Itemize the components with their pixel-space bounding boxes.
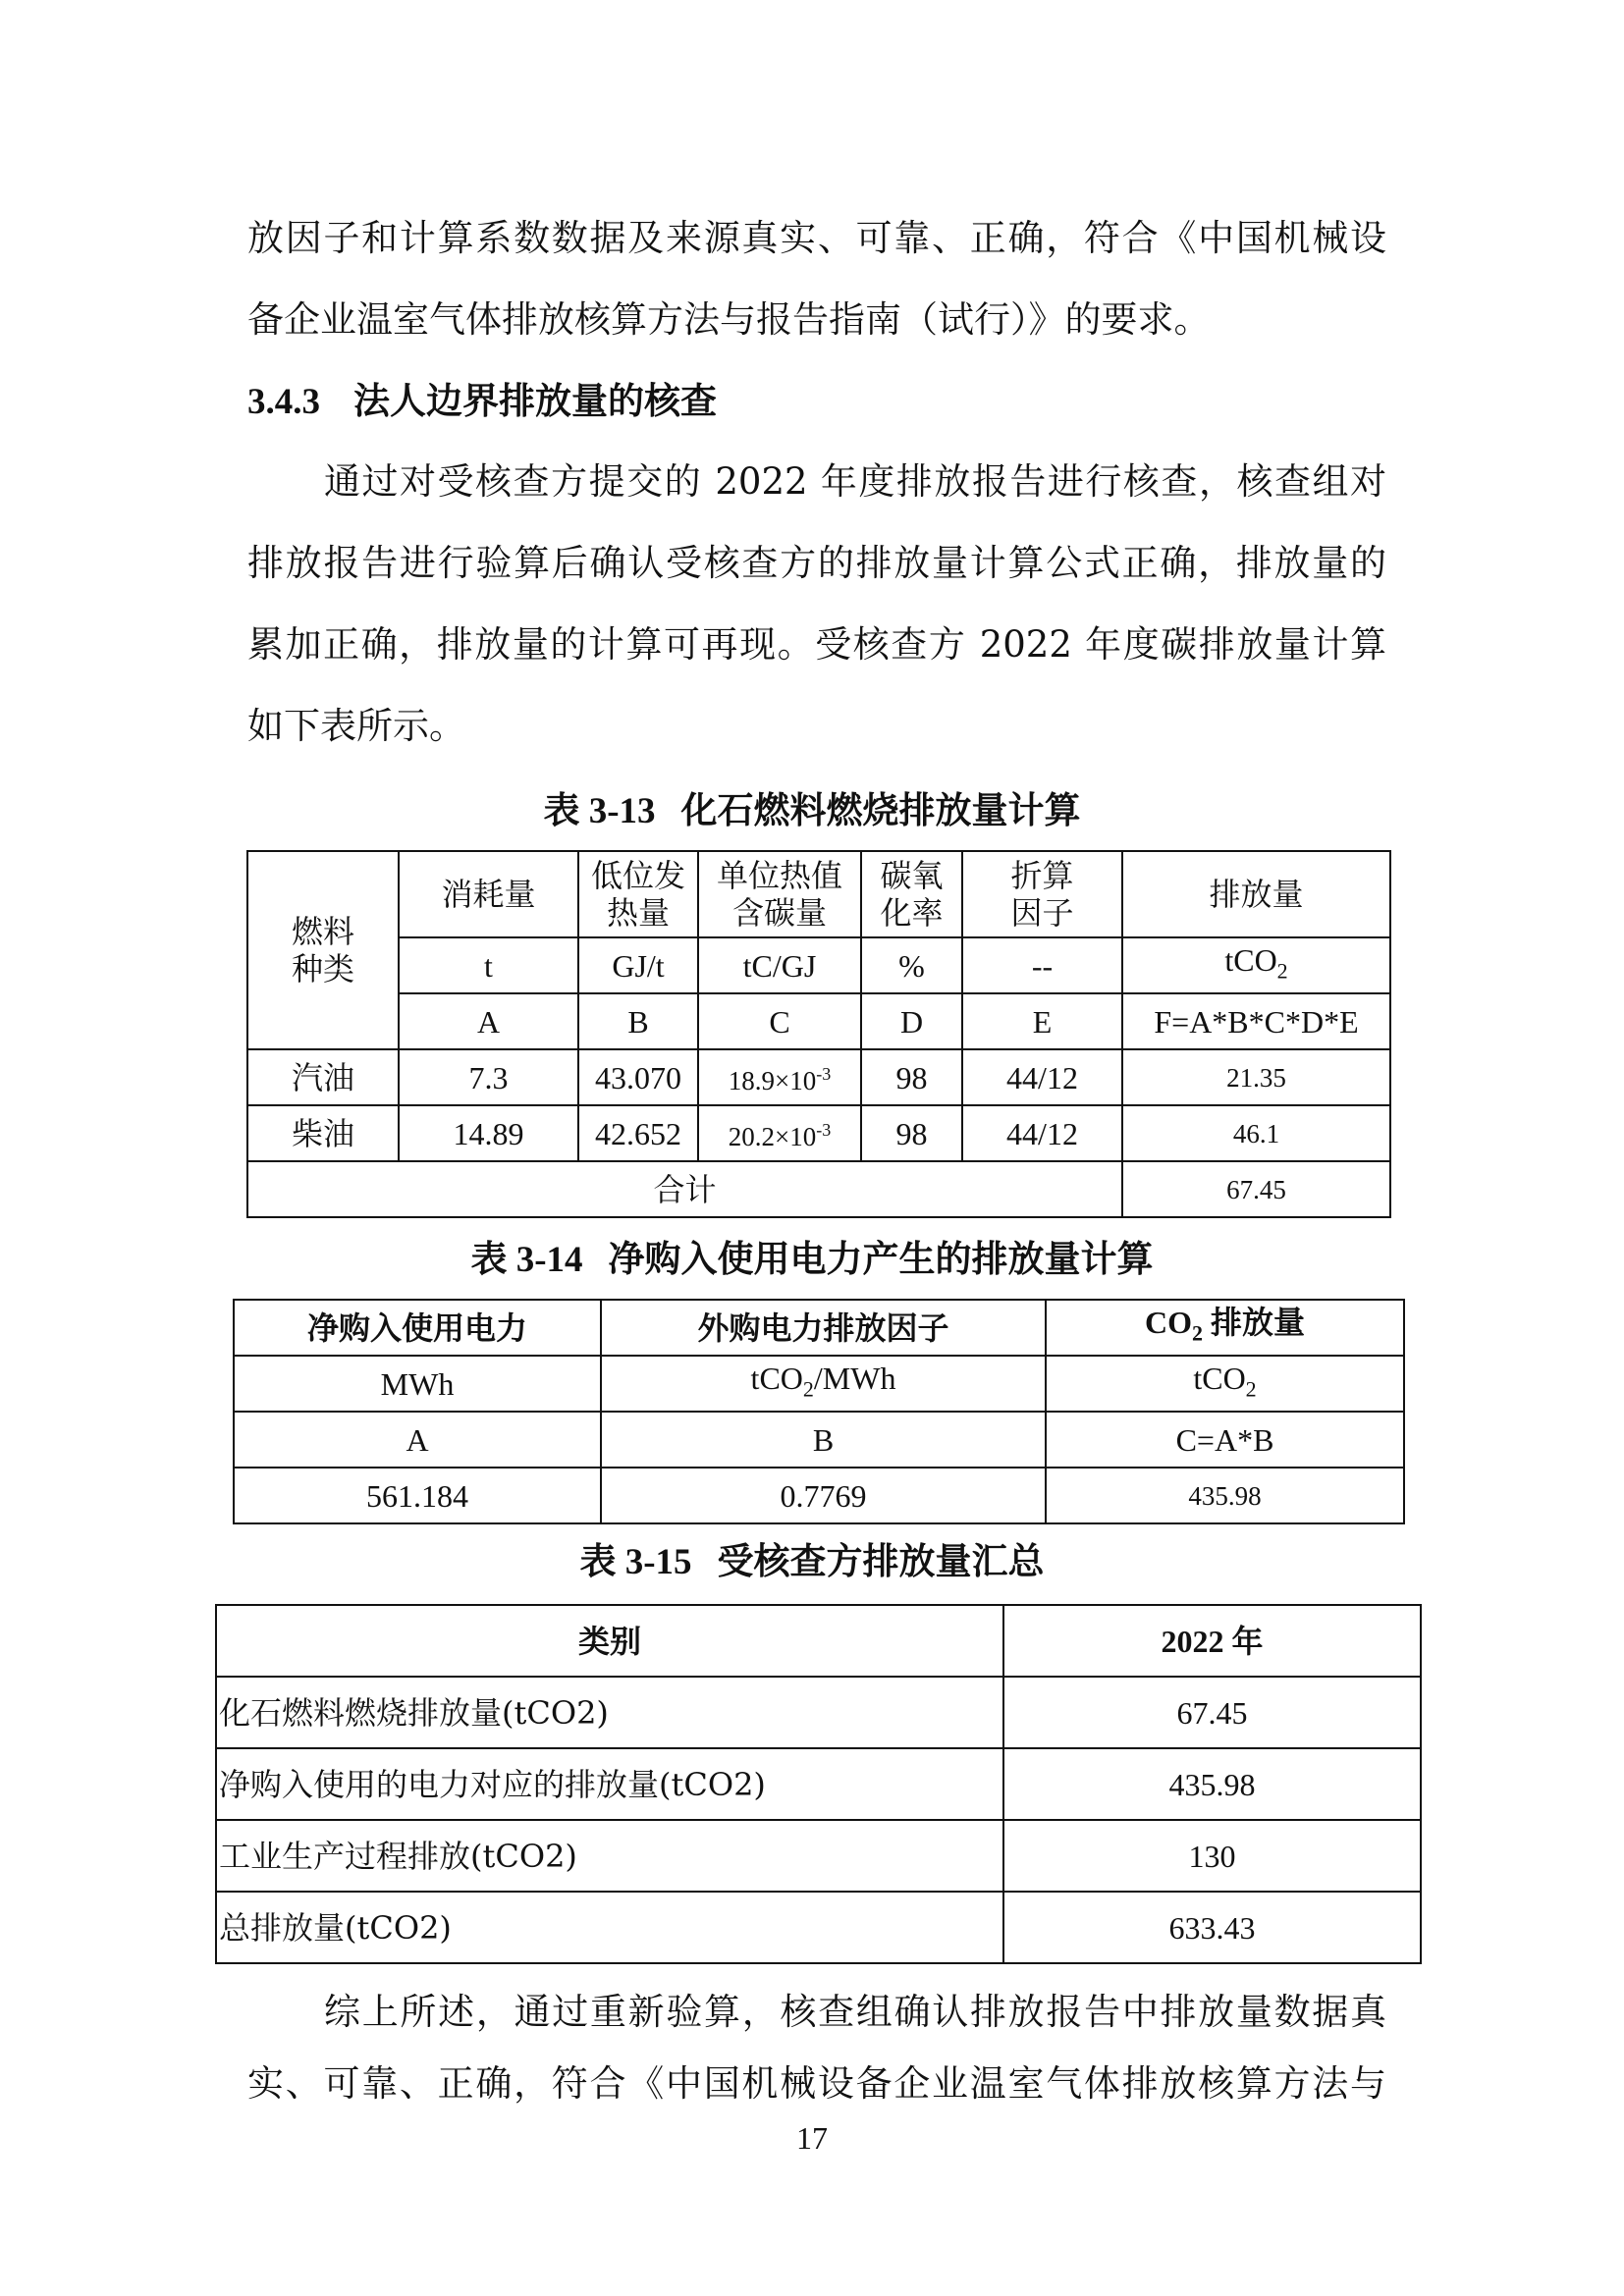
code-a: A [234, 1412, 601, 1468]
factor-value: 44/12 [962, 1105, 1122, 1161]
oxidation-value: 98 [861, 1105, 962, 1161]
oxidation-value: 98 [861, 1049, 962, 1105]
net-power-value: 561.184 [234, 1468, 601, 1523]
table13-caption-title: 化石燃料燃烧排放量计算 [680, 788, 1081, 831]
fuel-name: 柴油 [247, 1105, 399, 1161]
conclusion-line-1: 综上所述，通过重新验算，核查组确认排放报告中排放量数据真 [324, 1991, 1386, 2033]
fossil-fuel-emission-table [246, 850, 1391, 1218]
unit-ncv: GJ/t [578, 937, 698, 993]
header-power-factor: 外购电力排放因子 [601, 1300, 1046, 1356]
para-line-2: 排放报告进行验算后确认受核查方的排放量计算公式正确，排放量的 [247, 542, 1386, 584]
code-b: B [601, 1412, 1046, 1468]
para-line-4: 如下表所示。 [247, 705, 465, 747]
header-year: 2022 年 [1003, 1605, 1421, 1677]
category-value: 435.98 [1003, 1748, 1421, 1820]
consumption-value: 14.89 [399, 1105, 578, 1161]
total-label: 合计 [247, 1161, 1122, 1217]
para-line-3: 累加正确，排放量的计算可再现。受核查方 2022 年度碳排放量计算 [247, 623, 1386, 666]
table13-caption [0, 785, 1624, 836]
section-title: 法人边界排放量的核查 [353, 379, 717, 422]
table15-caption-number: 表 3-15 [579, 1542, 692, 1582]
table15-caption [0, 1536, 1624, 1587]
table-row [216, 1677, 1421, 1748]
code-a: A [399, 993, 578, 1049]
code-d: D [861, 993, 962, 1049]
unit-carbon-content: tC/GJ [698, 937, 861, 993]
header-co2-emission: $CO_2$ 排放量 [1046, 1300, 1404, 1356]
unit-consumption: t [399, 937, 578, 993]
emission-summary-table [215, 1604, 1422, 1964]
section-heading [247, 376, 717, 427]
header-category: 类别 [216, 1605, 1003, 1677]
unit-conversion-factor: -- [962, 937, 1122, 993]
table-row [216, 1748, 1421, 1820]
category-label: 化石燃料燃烧排放量(tCO2) [216, 1677, 1003, 1748]
carbon-content-value: $20.2\times 10^{-3}$ [698, 1105, 861, 1161]
unit-emission: tCO$_2$ [1122, 937, 1390, 993]
power-factor-value: 0.7769 [601, 1468, 1046, 1523]
table14-caption-title: 净购入使用电力产生的排放量计算 [608, 1237, 1154, 1280]
co2-emission-value: 435.98 [1046, 1468, 1404, 1523]
code-e: E [962, 993, 1122, 1049]
header-emission: 排放量 [1122, 851, 1390, 937]
table-row [216, 1820, 1421, 1892]
electricity-emission-table [233, 1299, 1405, 1524]
total-value: 67.45 [1122, 1161, 1390, 1217]
category-label: 净购入使用的电力对应的排放量(tCO2) [216, 1748, 1003, 1820]
factor-value: 44/12 [962, 1049, 1122, 1105]
table14-caption [0, 1234, 1624, 1285]
header-conversion-factor: 折算因子 [962, 851, 1122, 937]
code-b: B [578, 993, 698, 1049]
category-value: 130 [1003, 1820, 1421, 1892]
header-consumption: 消耗量 [399, 851, 578, 937]
header-ncv: 低位发热量 [578, 851, 698, 937]
page-number: 17 [796, 2120, 828, 2156]
header-carbon-content: 单位热值含碳量 [698, 851, 861, 937]
code-f-formula: F=A*B*C*D*E [1122, 993, 1390, 1049]
ncv-value: 42.652 [578, 1105, 698, 1161]
para-line-1: 通过对受核查方提交的 2022 年度排放报告进行核查，核查组对 [324, 460, 1386, 503]
emission-value: 46.1 [1122, 1105, 1390, 1161]
section-number: 3.4.3 [247, 382, 320, 422]
fuel-name: 汽油 [247, 1049, 399, 1105]
intro-line-1: 放因子和计算系数数据及来源真实、可靠、正确，符合《中国机械设 [247, 217, 1386, 259]
table13-caption-number: 表 3-13 [543, 791, 656, 831]
table14-caption-number: 表 3-14 [470, 1240, 583, 1280]
code-c: C [698, 993, 861, 1049]
table-row [234, 1468, 1404, 1523]
fuel-type-header: 燃料种类 [247, 851, 399, 1049]
unit-power: MWh [234, 1356, 601, 1412]
table-row-total [247, 1161, 1390, 1217]
conclusion-line-2: 实、可靠、正确，符合《中国机械设备企业温室气体排放核算方法与 [247, 2062, 1386, 2105]
category-value: 633.43 [1003, 1892, 1421, 1963]
unit-oxidation-rate: % [861, 937, 962, 993]
header-oxidation-rate: 碳氧化率 [861, 851, 962, 937]
category-label: 工业生产过程排放(tCO2) [216, 1820, 1003, 1892]
table15-caption-title: 受核查方排放量汇总 [717, 1539, 1045, 1582]
unit-emission: tCO$_2$ [1046, 1356, 1404, 1412]
ncv-value: 43.070 [578, 1049, 698, 1105]
category-label: 总排放量(tCO2) [216, 1892, 1003, 1963]
code-c-formula: C=A*B [1046, 1412, 1404, 1468]
unit-factor: tCO$_2$/MWh [601, 1356, 1046, 1412]
carbon-content-value: $18.9\times 10^{-3}$ [698, 1049, 861, 1105]
consumption-value: 7.3 [399, 1049, 578, 1105]
emission-value: 21.35 [1122, 1049, 1390, 1105]
intro-line-2: 备企业温室气体排放核算方法与报告指南（试行）》的要求。 [247, 298, 1211, 341]
table-row [247, 1105, 1390, 1161]
table-row [247, 1049, 1390, 1105]
header-net-power: 净购入使用电力 [234, 1300, 601, 1356]
table-row [216, 1892, 1421, 1963]
category-value: 67.45 [1003, 1677, 1421, 1748]
